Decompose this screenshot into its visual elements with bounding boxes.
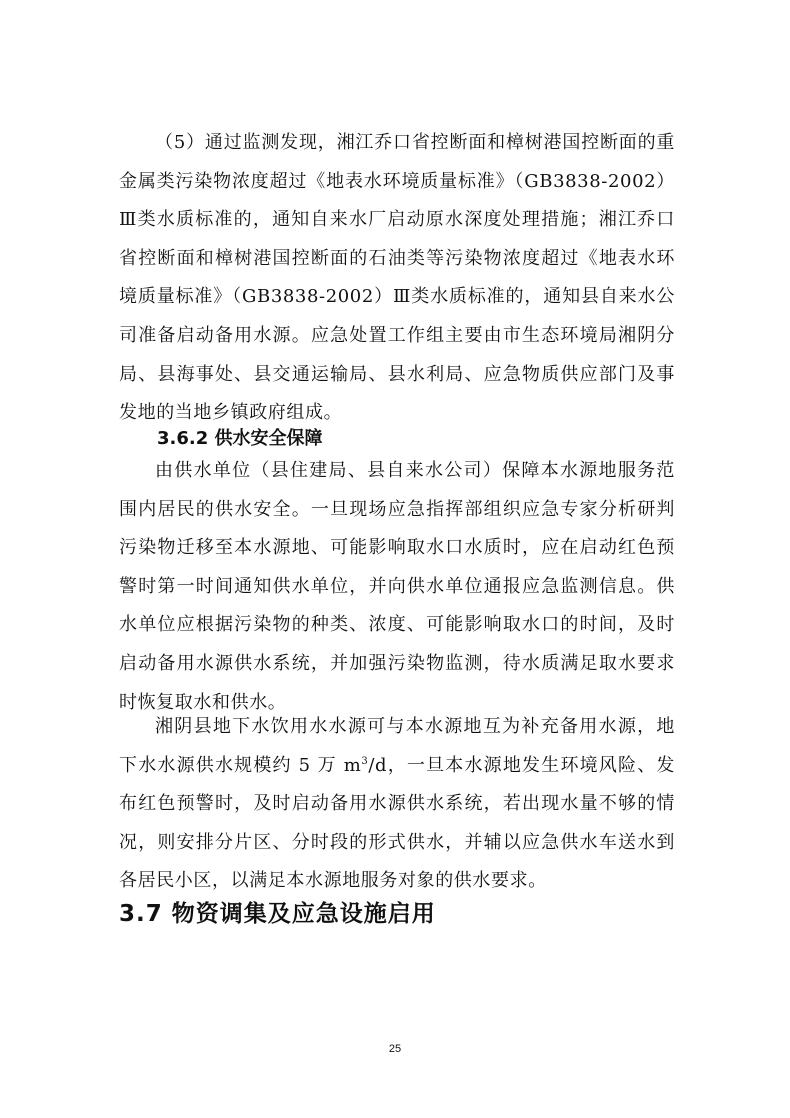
- backup-source-text-b: /d，一旦本水源地发生环境风险、发布红色预警时，及时启动备用水源供水系统，若出现水量不够的情况，则安排分片区、分时段的形式供水，并辅以应急供水车送水到各居民小区，以满足本水源地服务对象的供水要求。: [119, 754, 675, 892]
- section-heading-3-7: 3.7 物资调集及应急设施启用: [119, 901, 436, 927]
- paragraph-item-5: （5）通过监测发现，湘江乔口省控断面和樟树港国控断面的重金属类污染物浓度超过《地表水环境质量标准》（GB3838-2002）Ⅲ类水质标准的，通知自来水厂启动原水深度处理措施；湘江乔口省控断面和樟树港国控断面的石油类等污染物浓度超过《地表水环境质量标准》（GB3838-2002）Ⅲ类水质标准的，通知县自来水公司准备启动备用水源。应急处置工作组主要由市生态环境局湘阴分局、县海事处、县交通运输局、县水利局、应急物质供应部门及事发地的当地乡镇政府组成。: [119, 132, 675, 424]
- paragraph-water-supply-safety: 由供水单位（县住建局、县自来水公司）保障本水源地服务范围内居民的供水安全。一旦现场应急指挥部组织应急专家分析研判污染物迁移至本水源地、可能影响取水口水质时，应在启动红色预警时第一时间通知供水单位，并向供水单位通报应急监测信息。供水单位应根据污染物的种类、浓度、可能影响取水口的时间，及时启动备用水源供水系统，并加强污染物监测，待水质满足取水要求时恢复取水和供水。: [119, 460, 675, 713]
- backup-source-text-a: 湘阴县地下水饮用水水源可与本水源地互为补充备用水源，地下水水源供水规模约 5 万 m: [119, 716, 675, 776]
- section-heading-3-6-2: 3.6.2 供水安全保障: [157, 428, 323, 449]
- cubic-superscript: 3: [361, 755, 369, 767]
- paragraph-backup-groundwater-source: [119, 708, 675, 901]
- page-number: 25: [388, 1043, 402, 1055]
